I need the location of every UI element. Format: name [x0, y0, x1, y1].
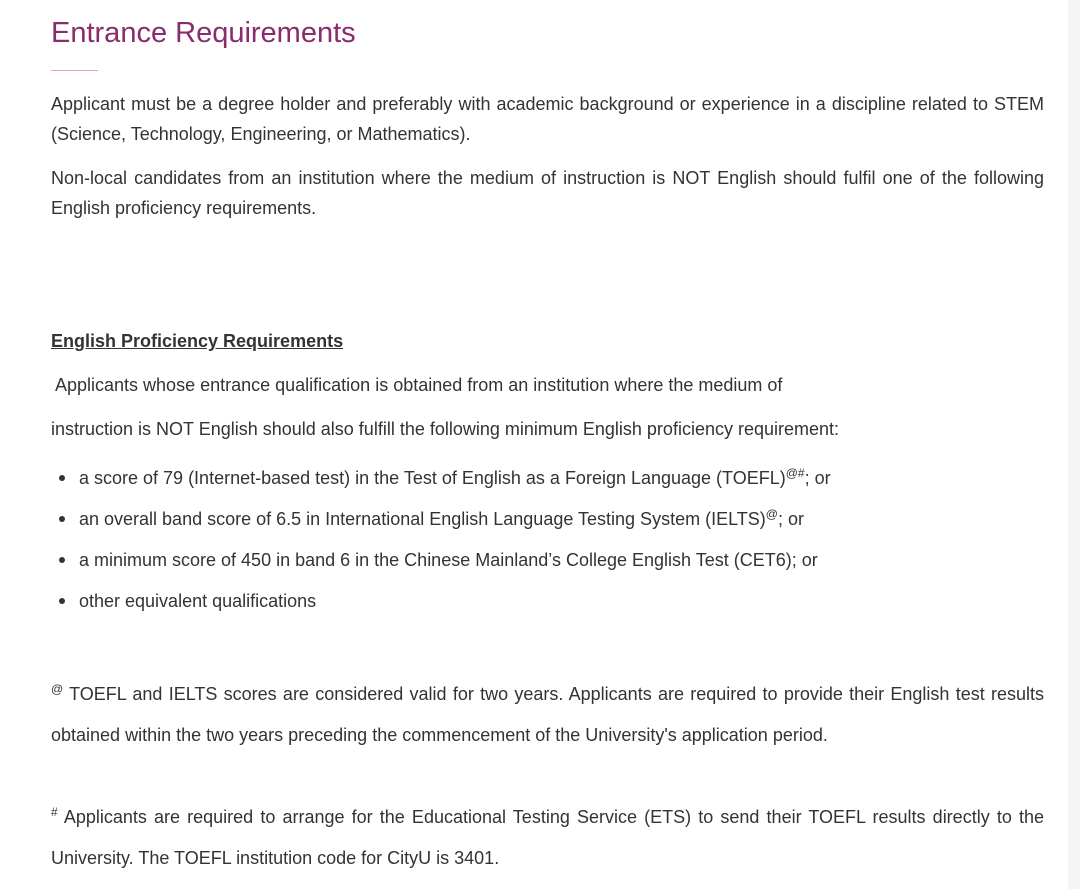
- list-item-suffix: ; or: [777, 509, 804, 529]
- footnote-ets: [51, 797, 1044, 879]
- english-proficiency-heading: English Proficiency Requirements: [51, 331, 344, 351]
- page-title: Entrance Requirements: [51, 17, 356, 49]
- list-item-cet6: [51, 546, 831, 587]
- non-local-paragraph: Non-local candidates from an institution where the medium of instruction is NOT English should fulfil one of the following English proficiency requirements.: [51, 168, 1044, 218]
- bullet-icon: [59, 475, 65, 481]
- english-requirements-list: [51, 464, 831, 628]
- degree-requirement-paragraph: Applicant must be a degree holder and preferably with academic background or experience in a discipline related to STEM (Science, Technology, Engineering, or Mathematics).: [51, 94, 1044, 144]
- footnote-validity: [51, 674, 1044, 756]
- list-item-text: other equivalent qualifications: [79, 591, 317, 611]
- list-item-toefl: [51, 464, 831, 505]
- scrollbar-track[interactable]: [1068, 0, 1080, 889]
- bullet-icon: [59, 557, 65, 563]
- title-underline: [51, 70, 98, 71]
- bullet-icon: [59, 516, 65, 522]
- english-intro-line-1: Applicants whose entrance qualification is obtained from an institution where the medium of: [55, 375, 783, 395]
- list-item-text: an overall band score of 6.5 in International English Language Testing System (IELTS): [79, 509, 766, 529]
- list-item-ielts: [51, 505, 831, 546]
- footnote-mark: @#: [785, 466, 805, 480]
- list-item-text: a minimum score of 450 in band 6 in the Chinese Mainland’s College English Test (CET6); or: [79, 550, 818, 570]
- footnote-text: TOEFL and IELTS scores are considered valid for two years. Applicants are required to provide their English test results obtained within the two years preceding the commencement of the University's application period.: [51, 684, 1044, 745]
- footnote-mark: @: [765, 507, 778, 521]
- list-item-text: a score of 79 (Internet-based test) in the Test of English as a Foreign Language (TOEFL): [79, 468, 786, 488]
- footnote-text: Applicants are required to arrange for the Educational Testing Service (ETS) to send their TOEFL results directly to the University. The TOEFL institution code for CityU is 3401.: [51, 807, 1044, 868]
- footnote-mark: @: [51, 682, 64, 696]
- english-intro-line-2: instruction is NOT English should also fulfill the following minimum English proficiency requirement:: [51, 419, 840, 439]
- list-item-suffix: ; or: [804, 468, 831, 488]
- bullet-icon: [59, 598, 65, 604]
- list-item-other: [51, 587, 831, 628]
- footnote-mark: #: [51, 805, 58, 819]
